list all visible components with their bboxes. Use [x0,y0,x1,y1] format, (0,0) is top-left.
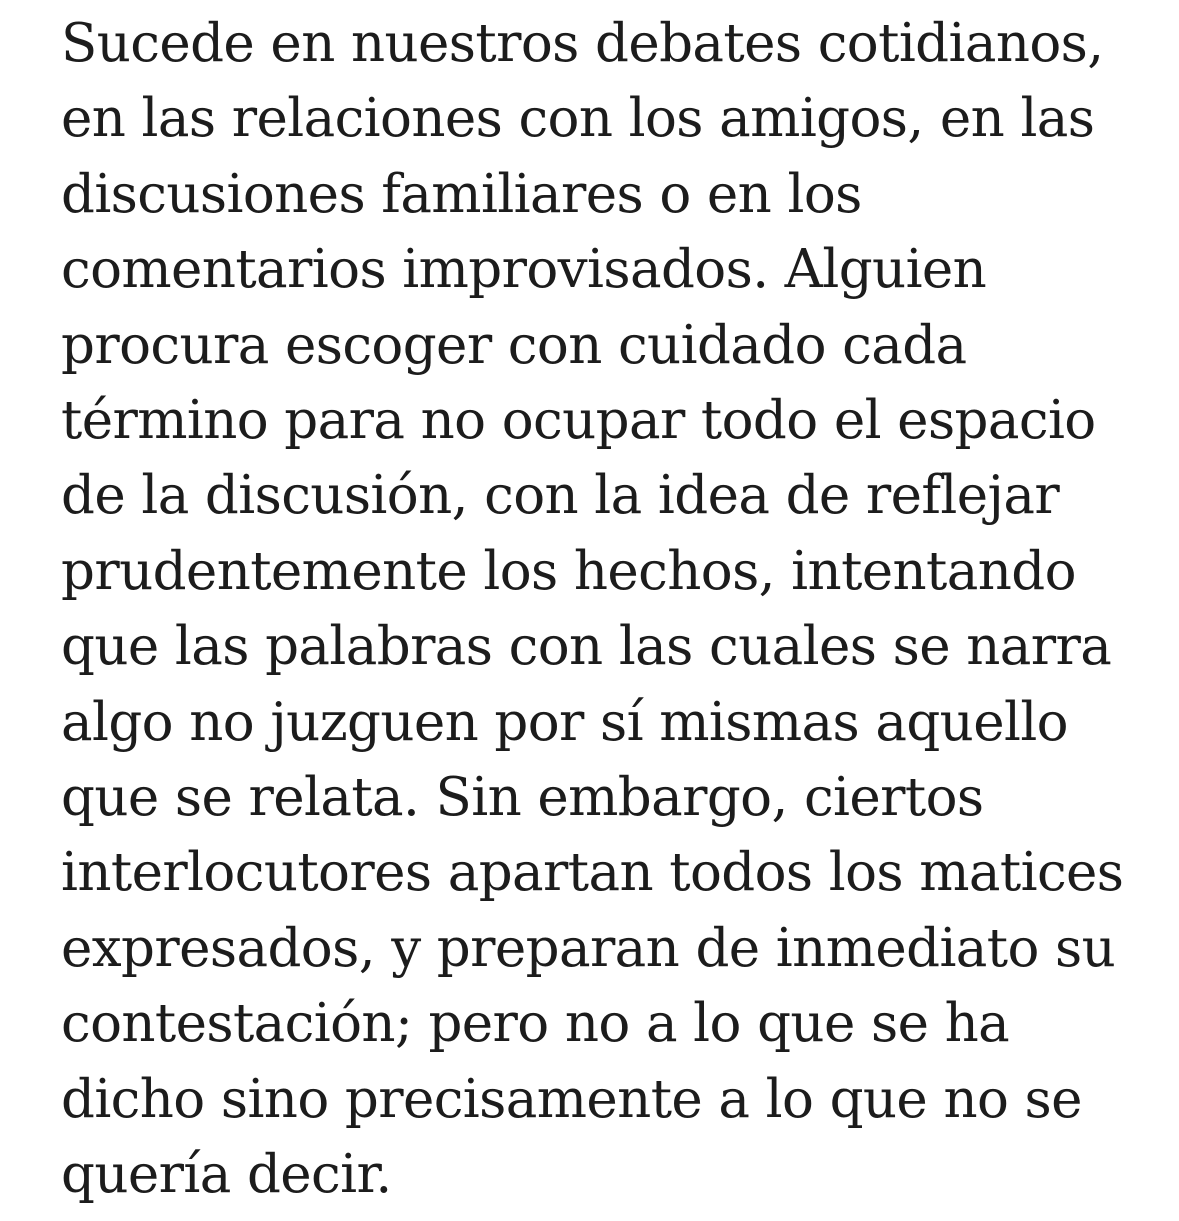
paragraph-line: interlocutores apartan todos los matices [61,842,1124,904]
paragraph-line: algo no juzguen por sí mismas aquello [61,691,1068,753]
paragraph-line: que las palabras con las cuales se narra [61,616,1112,678]
paragraph-line: en las relaciones con los amigos, en las [61,88,1095,150]
paragraph-line: que se relata. Sin embargo, ciertos [61,767,984,829]
paragraph-line: procura escoger con cuidado cada [61,314,967,376]
paragraph-line: dicho sino precisamente a lo que no se [61,1068,1082,1130]
paragraph-line: Sucede en nuestros debates cotidianos, [61,13,1104,74]
paragraph-line: de la discusión, con la idea de reflejar [61,465,1060,527]
paragraph-line: término para no ocupar todo el espacio [61,390,1096,452]
paragraph-line: expresados, y preparan de inmediato su [61,917,1116,979]
paragraph-line: discusiones familiares o en los [61,163,862,225]
paragraph-line: contestación; pero no a lo que se ha [61,993,1010,1055]
paragraph-line: quería decir. [61,1144,392,1206]
paragraph-line: comentarios improvisados. Alguien [61,239,987,301]
paragraph-line: prudentemente los hechos, intentando [61,540,1076,602]
article-paragraph [61,6,1171,1213]
